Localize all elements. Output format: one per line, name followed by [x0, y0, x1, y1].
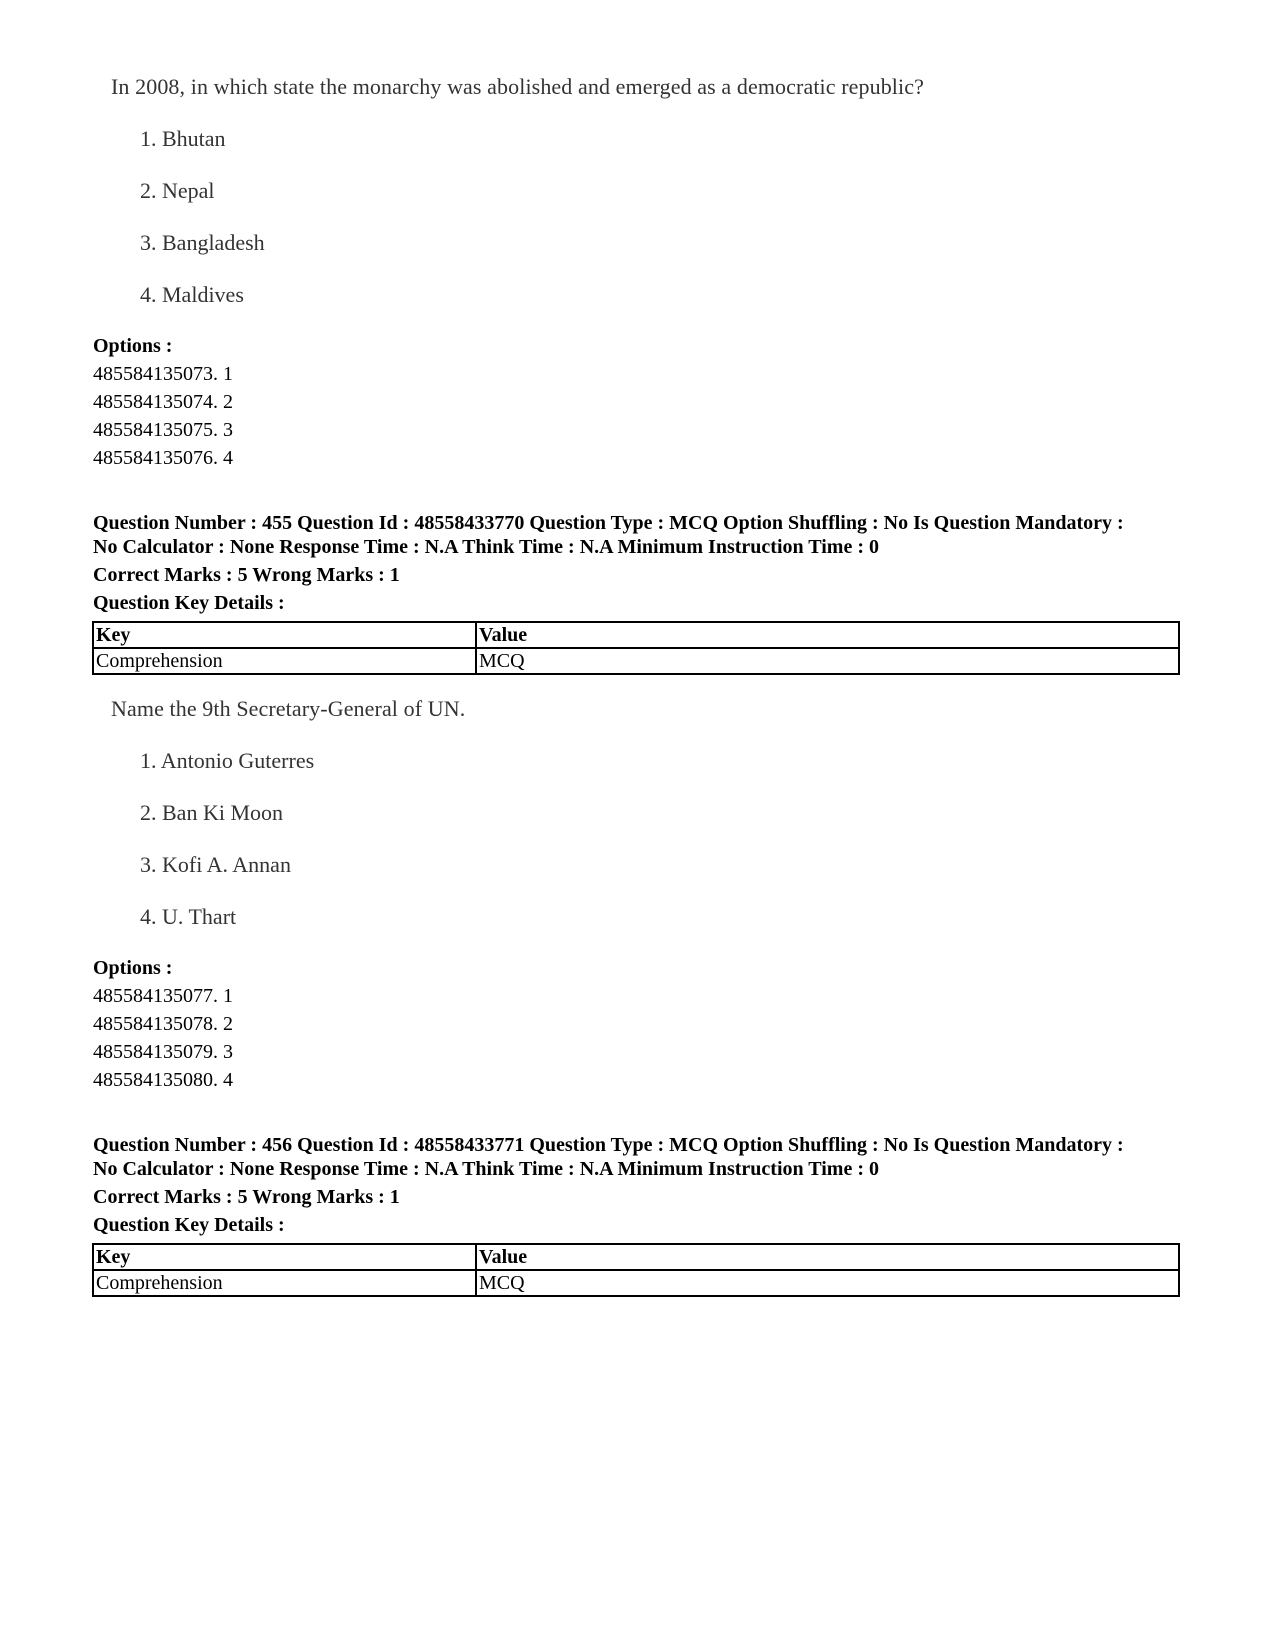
choice-1-2: 2. Nepal: [140, 178, 215, 203]
option-id-2-1: 485584135077. 1: [93, 985, 233, 1007]
choice-1-3: 3. Bangladesh: [140, 230, 265, 255]
table-header-row: [93, 622, 1179, 648]
choice-1-1: 1. Bhutan: [140, 126, 226, 151]
options-label-1: Options :: [93, 335, 173, 357]
marks-456: Correct Marks : 5 Wrong Marks : 1: [93, 1186, 400, 1208]
choice-2-4: 4. U. Thart: [140, 904, 237, 929]
option-id-2-3: 485584135079. 3: [93, 1041, 233, 1063]
option-id-1-1: 485584135073. 1: [93, 363, 233, 385]
table-cell-key: Comprehension: [93, 1270, 476, 1296]
table-header-key: Key: [93, 622, 476, 648]
choice-2-2: 2. Ban Ki Moon: [140, 800, 283, 825]
table-row: [93, 1270, 1179, 1296]
option-id-2-4: 485584135080. 4: [93, 1069, 233, 1091]
table-header-row: [93, 1244, 1179, 1270]
question-text-1: In 2008, in which state the monarchy was abolished and emerged as a democratic republic?: [111, 74, 924, 99]
option-id-1-2: 485584135074. 2: [93, 391, 233, 413]
option-id-2-2: 485584135078. 2: [93, 1013, 233, 1035]
option-id-1-3: 485584135075. 3: [93, 419, 233, 441]
table-cell-value: MCQ: [476, 1270, 1179, 1296]
key-details-table-455: [92, 621, 1180, 675]
choice-2-1: 1. Antonio Guterres: [140, 748, 315, 773]
question-meta-455-line1: Question Number : 455 Question Id : 48558433770 Question Type : MCQ Option Shuffling : No Is Question Mandatory :: [93, 512, 1124, 534]
table-header-key: Key: [93, 1244, 476, 1270]
question-meta-456-line1: Question Number : 456 Question Id : 48558433771 Question Type : MCQ Option Shuffling : No Is Question Mandatory :: [93, 1134, 1124, 1156]
question-meta-455-line2: No Calculator : None Response Time : N.A Think Time : N.A Minimum Instruction Time : 0: [93, 536, 879, 558]
question-meta-456-line2: No Calculator : None Response Time : N.A Think Time : N.A Minimum Instruction Time : 0: [93, 1158, 879, 1180]
option-id-1-4: 485584135076. 4: [93, 447, 233, 469]
choice-1-4: 4. Maldives: [140, 282, 244, 307]
key-details-table-456: [92, 1243, 1180, 1297]
key-details-label-456: Question Key Details :: [93, 1214, 285, 1236]
question-text-2: Name the 9th Secretary-General of UN.: [111, 696, 466, 721]
table-cell-value: MCQ: [476, 648, 1179, 674]
table-cell-key: Comprehension: [93, 648, 476, 674]
marks-455: Correct Marks : 5 Wrong Marks : 1: [93, 564, 400, 586]
choice-2-3: 3. Kofi A. Annan: [140, 852, 291, 877]
table-row: [93, 648, 1179, 674]
table-header-value: Value: [476, 1244, 1179, 1270]
options-label-2: Options :: [93, 957, 173, 979]
key-details-label-455: Question Key Details :: [93, 592, 285, 614]
table-header-value: Value: [476, 622, 1179, 648]
